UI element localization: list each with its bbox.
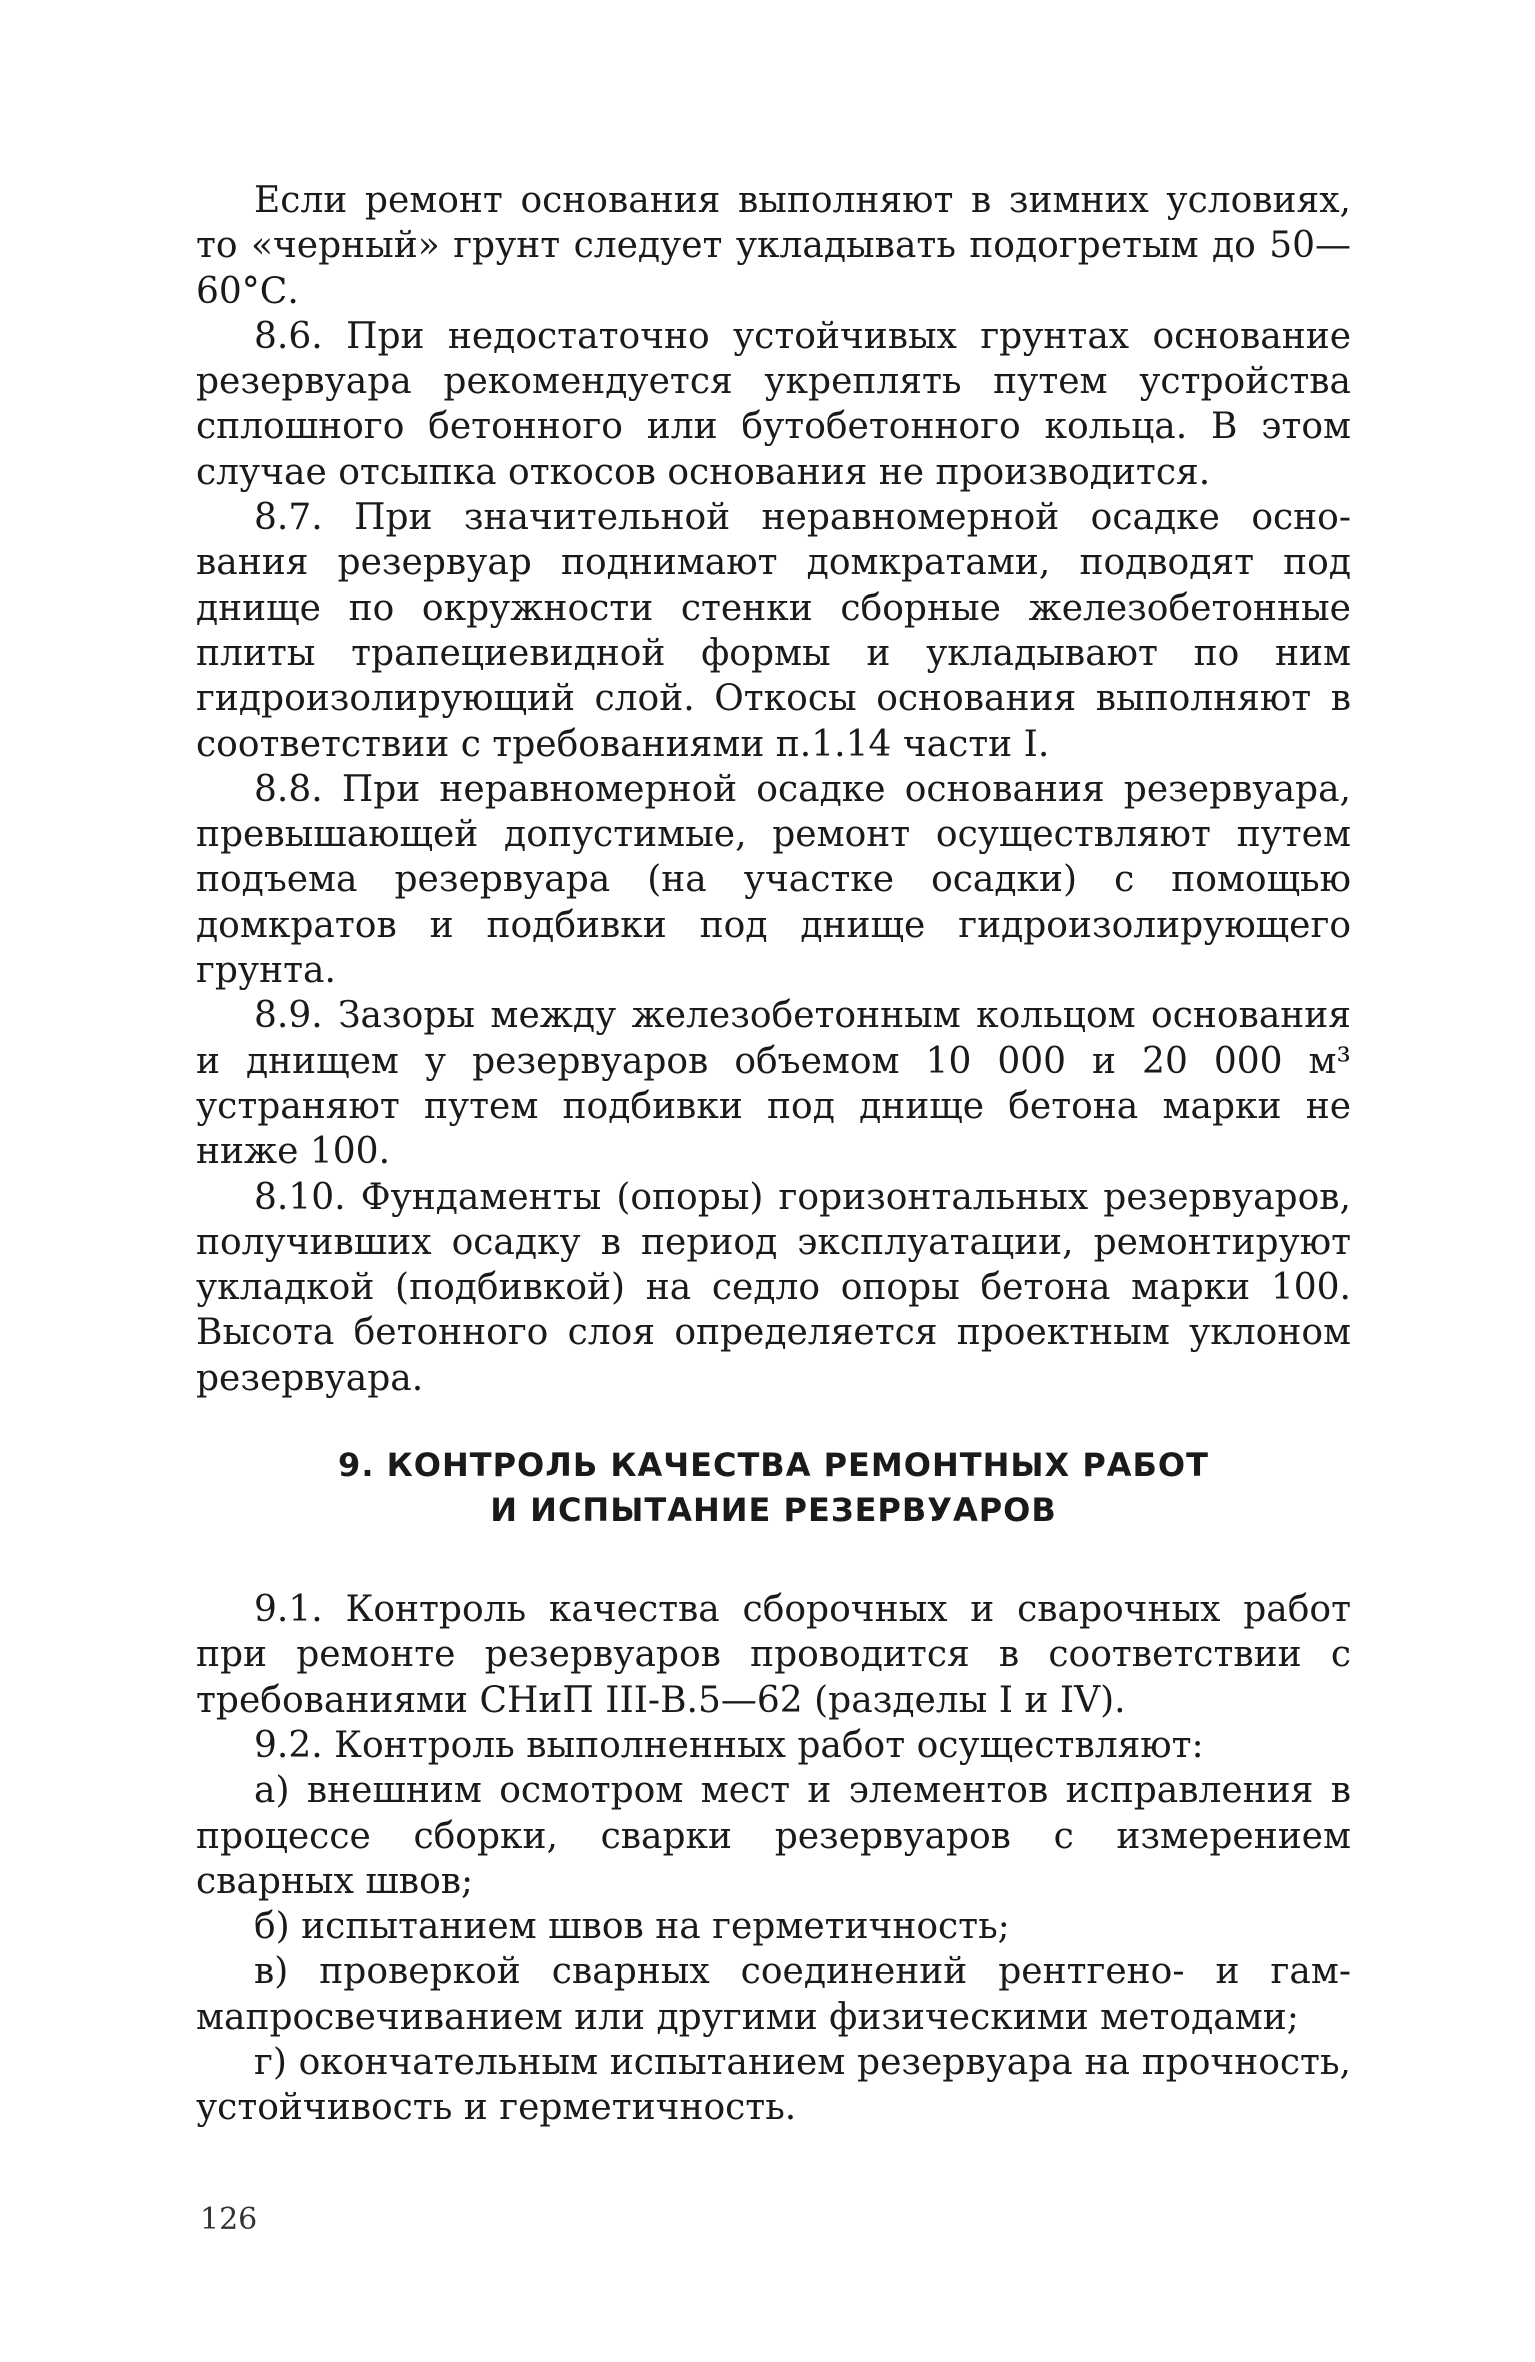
page-text bbox=[196, 178, 1351, 2131]
paragraph-8-7: 8.7. При значительной неравномерной осадке основания резервуар поднимают домкратами, подводят под днище по окружности стенки сборные железобетонные плиты трапециевидной формы и укладывают по ним гидроизолирующий слой. Откосы основания выполняют в соответствии с требованиями п.1.14 части I. bbox=[196, 497, 1351, 765]
paragraph-9-2: 9.2. Контроль выполненных работ осуществляют: bbox=[254, 1724, 1204, 1766]
list-item-a: а) внешним осмотром мест и элементов исправления в процессе сборки, сварки резервуаров с измерением сварных швов; bbox=[196, 1770, 1351, 1902]
paragraph-8-9: 8.9. Зазоры между железобетонным кольцом основания и днищем у резервуаров объемом 10 000 и 20 000 м³ устраняют путем подбивки под днище бетона марки не ниже 100. bbox=[196, 995, 1351, 1173]
paragraph-8-8: 8.8. При неравномерной осадке основания резервуара, превышающей допустимые, ремонт осуществляют путем подъема резервуара (на участке осадки) с помощью домкратов и подбивки под днище гидроизолирующего грунта. bbox=[196, 768, 1351, 992]
section-heading bbox=[196, 1443, 1351, 1533]
paragraph-8-10: 8.10. Фундаменты (опоры) горизонтальных резервуаров, получивших осадку в период эксплуатации, ремонтируют укладкой (подбивкой) на седло опоры бетона марки 100. Высота бетонного слоя определяется проектным уклоном резервуара. bbox=[196, 1176, 1351, 1399]
paragraph-winter-repair: Если ремонт основания выполняют в зимних условиях, то «черный» грунт следует укладывать подогретым до 50—60°С. bbox=[196, 180, 1351, 312]
list-item-g: г) окончательным испытанием резервуара на прочность, устойчивость и герметичность. bbox=[196, 2041, 1351, 2129]
page-number: 126 bbox=[200, 2202, 258, 2237]
list-item-b: б) испытанием швов на герметичность; bbox=[254, 1906, 1010, 1948]
paragraph-9-1: 9.1. Контроль качества сборочных и сварочных работ при ремонте резервуаров проводится в соответствии с требованиями СНиП III-В.5—62 (разделы I и IV). bbox=[196, 1589, 1351, 1721]
paragraph-8-6: 8.6. При недостаточно устойчивых грунтах основание резервуара рекомендуется укреплять путем устройства сплошного бетонного или бутобетонного кольца. В этом случае отсыпка откосов основания не производится. bbox=[196, 315, 1351, 493]
section-heading-line-2: И ИСПЫТАНИЕ РЕЗЕРВУАРОВ bbox=[490, 1491, 1057, 1530]
list-item-v: в) проверкой сварных соединений рентгено- и гаммапросвечиванием или другими физическими методами; bbox=[196, 1951, 1351, 2038]
section-heading-line-1: 9. КОНТРОЛЬ КАЧЕСТВА РЕМОНТНЫХ РАБОТ bbox=[338, 1446, 1209, 1485]
